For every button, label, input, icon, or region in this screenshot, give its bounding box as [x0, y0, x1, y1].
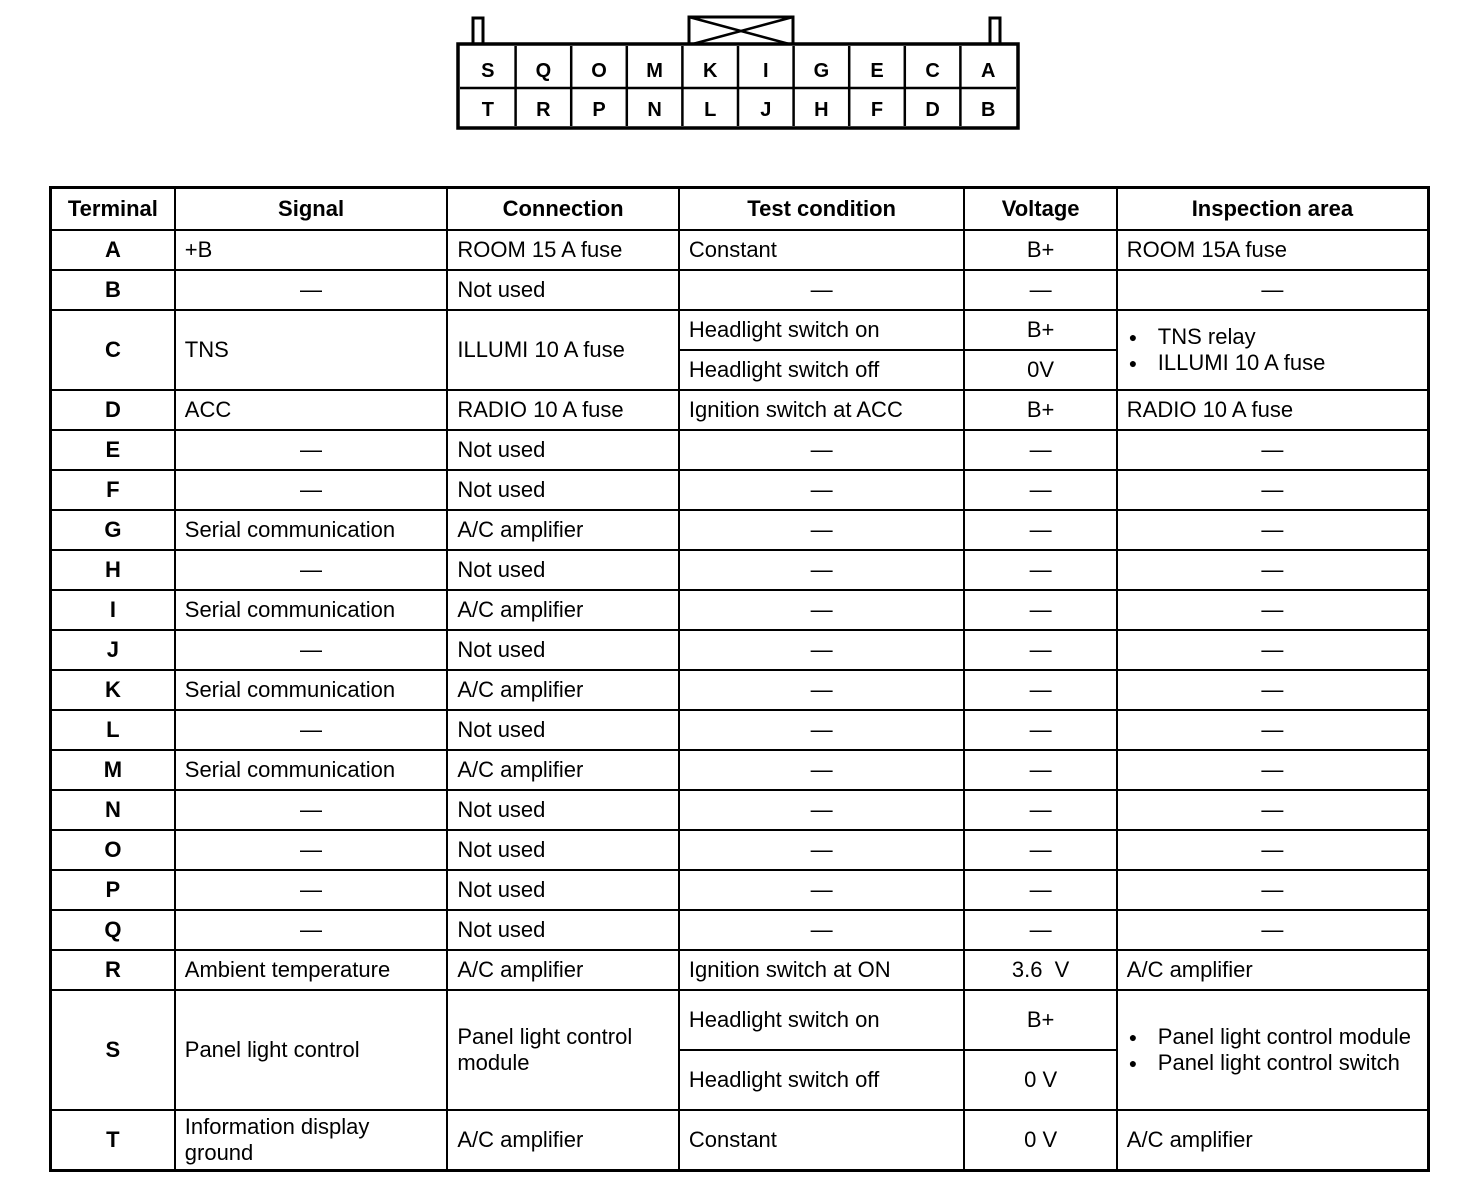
- inspection-bullet: ● TNS relay: [1127, 324, 1418, 350]
- voltage-cell: —: [964, 510, 1116, 550]
- voltage-cell: —: [964, 670, 1116, 710]
- terminal-cell: P: [51, 870, 175, 910]
- connection-cell: Not used: [447, 470, 679, 510]
- inspection-cell: —: [1117, 430, 1429, 470]
- terminal-cell: D: [51, 390, 175, 430]
- table-row: [51, 230, 1429, 270]
- table-row: [51, 310, 1429, 350]
- table-row: [51, 990, 1429, 1050]
- terminal-cell: B: [51, 270, 175, 310]
- connection-cell: Not used: [447, 630, 679, 670]
- voltage-cell: —: [964, 870, 1116, 910]
- table-row: [51, 790, 1429, 830]
- pin-label-L: L: [704, 99, 717, 121]
- pin-label-O: O: [591, 60, 607, 82]
- test-condition-cell: Ignition switch at ACC: [679, 390, 965, 430]
- header-test-condition: Test condition: [679, 188, 965, 231]
- test-condition-cell: —: [679, 830, 965, 870]
- signal-cell: —: [175, 550, 448, 590]
- signal-cell: Information display ground: [175, 1110, 448, 1171]
- terminal-cell: J: [51, 630, 175, 670]
- signal-cell: —: [175, 270, 448, 310]
- table-row: [51, 510, 1429, 550]
- voltage-cell: B+: [964, 990, 1116, 1050]
- table-row: [51, 950, 1429, 990]
- pin-label-G: G: [813, 60, 830, 82]
- table-row: [51, 870, 1429, 910]
- connection-cell: Not used: [447, 550, 679, 590]
- voltage-cell: —: [964, 910, 1116, 950]
- pin-label-A: A: [980, 60, 996, 82]
- table-row: [51, 550, 1429, 590]
- connection-cell: A/C amplifier: [447, 1110, 679, 1171]
- voltage-cell: —: [964, 550, 1116, 590]
- test-condition-cell: Headlight switch on: [679, 990, 965, 1050]
- pin-label-Q: Q: [535, 60, 552, 82]
- connection-cell: Not used: [447, 710, 679, 750]
- terminal-cell: C: [51, 310, 175, 390]
- test-condition-cell: Constant: [679, 230, 965, 270]
- test-condition-cell: —: [679, 750, 965, 790]
- inspection-cell: [1117, 310, 1429, 390]
- table-row: [51, 430, 1429, 470]
- connection-cell: Not used: [447, 830, 679, 870]
- signal-cell: +B: [175, 230, 448, 270]
- terminal-cell: R: [51, 950, 175, 990]
- inspection-cell: —: [1117, 630, 1429, 670]
- signal-cell: Serial communication: [175, 750, 448, 790]
- inspection-cell: ROOM 15A fuse: [1117, 230, 1429, 270]
- test-condition-cell: —: [679, 670, 965, 710]
- inspection-bullet: ● ILLUMI 10 A fuse: [1127, 350, 1418, 376]
- signal-cell: —: [175, 830, 448, 870]
- table-row: [51, 630, 1429, 670]
- connection-cell: A/C amplifier: [447, 950, 679, 990]
- pin-label-C: C: [925, 60, 940, 82]
- inspection-cell: —: [1117, 870, 1429, 910]
- pin-label-I: I: [763, 60, 769, 82]
- connection-cell: A/C amplifier: [447, 670, 679, 710]
- signal-cell: ACC: [175, 390, 448, 430]
- signal-cell: —: [175, 710, 448, 750]
- pin-label-K: K: [702, 60, 718, 82]
- table-row: [51, 830, 1429, 870]
- header-signal: Signal: [175, 188, 448, 231]
- pin-label-F: F: [870, 99, 884, 121]
- inspection-cell: —: [1117, 470, 1429, 510]
- voltage-cell: B+: [964, 390, 1116, 430]
- signal-cell: —: [175, 630, 448, 670]
- signal-cell: —: [175, 870, 448, 910]
- voltage-cell: —: [964, 590, 1116, 630]
- inspection-bullet: ● Panel light control switch: [1127, 1050, 1418, 1076]
- signal-cell: Panel light control: [175, 990, 448, 1110]
- test-condition-cell: Headlight switch off: [679, 1050, 965, 1110]
- connection-cell: A/C amplifier: [447, 590, 679, 630]
- connection-cell: Not used: [447, 430, 679, 470]
- pin-label-E: E: [870, 60, 884, 82]
- table-row: [51, 1110, 1429, 1171]
- pin-label-J: J: [760, 99, 772, 121]
- test-condition-cell: —: [679, 630, 965, 670]
- voltage-cell: 0 V: [964, 1110, 1116, 1171]
- pin-label-H: H: [814, 99, 829, 121]
- voltage-cell: —: [964, 750, 1116, 790]
- terminal-cell: H: [51, 550, 175, 590]
- header-terminal: Terminal: [51, 188, 175, 231]
- terminal-cell: F: [51, 470, 175, 510]
- inspection-cell: —: [1117, 750, 1429, 790]
- inspection-cell: —: [1117, 550, 1429, 590]
- signal-cell: Ambient temperature: [175, 950, 448, 990]
- test-condition-cell: —: [679, 790, 965, 830]
- connection-cell: A/C amplifier: [447, 750, 679, 790]
- test-condition-cell: Headlight switch off: [679, 350, 965, 390]
- inspection-cell: —: [1117, 830, 1429, 870]
- terminal-cell: O: [51, 830, 175, 870]
- voltage-cell: —: [964, 470, 1116, 510]
- voltage-cell: —: [964, 630, 1116, 670]
- connection-cell: Not used: [447, 870, 679, 910]
- terminal-cell: S: [51, 990, 175, 1110]
- pin-label-R: R: [536, 99, 551, 121]
- signal-cell: —: [175, 430, 448, 470]
- table-row: [51, 670, 1429, 710]
- signal-cell: Serial communication: [175, 590, 448, 630]
- header-connection: Connection: [447, 188, 679, 231]
- voltage-cell: B+: [964, 230, 1116, 270]
- connector-left-latch: [473, 18, 483, 44]
- inspection-cell: A/C amplifier: [1117, 1110, 1429, 1171]
- test-condition-cell: —: [679, 470, 965, 510]
- connection-cell: ILLUMI 10 A fuse: [447, 310, 679, 390]
- pin-label-T: T: [481, 99, 494, 121]
- inspection-cell: RADIO 10 A fuse: [1117, 390, 1429, 430]
- table-row: [51, 710, 1429, 750]
- inspection-cell: A/C amplifier: [1117, 950, 1429, 990]
- test-condition-cell: Constant: [679, 1110, 965, 1171]
- connector-diagram: [455, 14, 1021, 132]
- test-condition-cell: —: [679, 510, 965, 550]
- signal-cell: TNS: [175, 310, 448, 390]
- pin-label-M: M: [646, 60, 663, 82]
- voltage-cell: 3.6 V: [964, 950, 1116, 990]
- terminal-cell: E: [51, 430, 175, 470]
- table-row: [51, 590, 1429, 630]
- test-condition-cell: —: [679, 710, 965, 750]
- table-header-row: [51, 188, 1429, 231]
- table-row: [51, 910, 1429, 950]
- terminal-cell: Q: [51, 910, 175, 950]
- connection-cell: Panel light control module: [447, 990, 679, 1110]
- terminal-cell: A: [51, 230, 175, 270]
- connection-cell: A/C amplifier: [447, 510, 679, 550]
- test-condition-cell: —: [679, 910, 965, 950]
- voltage-cell: —: [964, 430, 1116, 470]
- signal-cell: —: [175, 910, 448, 950]
- inspection-cell: —: [1117, 910, 1429, 950]
- inspection-cell: [1117, 990, 1429, 1110]
- test-condition-cell: —: [679, 590, 965, 630]
- terminal-cell: L: [51, 710, 175, 750]
- pin-label-P: P: [592, 99, 606, 121]
- voltage-cell: B+: [964, 310, 1116, 350]
- voltage-cell: —: [964, 790, 1116, 830]
- pin-label-N: N: [647, 99, 662, 121]
- terminal-cell: K: [51, 670, 175, 710]
- inspection-cell: —: [1117, 670, 1429, 710]
- inspection-cell: —: [1117, 790, 1429, 830]
- inspection-cell: —: [1117, 510, 1429, 550]
- voltage-cell: 0 V: [964, 1050, 1116, 1110]
- table-row: [51, 270, 1429, 310]
- terminal-table: [49, 186, 1430, 1172]
- voltage-cell: 0V: [964, 350, 1116, 390]
- voltage-cell: —: [964, 830, 1116, 870]
- voltage-cell: —: [964, 270, 1116, 310]
- pin-label-D: D: [925, 99, 940, 121]
- test-condition-cell: —: [679, 550, 965, 590]
- header-inspection-area: Inspection area: [1117, 188, 1429, 231]
- test-condition-cell: Ignition switch at ON: [679, 950, 965, 990]
- pin-label-B: B: [980, 99, 996, 121]
- connection-cell: ROOM 15 A fuse: [447, 230, 679, 270]
- header-voltage: Voltage: [964, 188, 1116, 231]
- connection-cell: Not used: [447, 270, 679, 310]
- connection-cell: Not used: [447, 790, 679, 830]
- table-row: [51, 390, 1429, 430]
- test-condition-cell: —: [679, 870, 965, 910]
- voltage-cell: —: [964, 710, 1116, 750]
- connector-key: [689, 17, 793, 45]
- connection-cell: Not used: [447, 910, 679, 950]
- signal-cell: Serial communication: [175, 510, 448, 550]
- inspection-cell: —: [1117, 590, 1429, 630]
- test-condition-cell: —: [679, 270, 965, 310]
- terminal-cell: I: [51, 590, 175, 630]
- signal-cell: Serial communication: [175, 670, 448, 710]
- connection-cell: RADIO 10 A fuse: [447, 390, 679, 430]
- test-condition-cell: Headlight switch on: [679, 310, 965, 350]
- inspection-cell: —: [1117, 710, 1429, 750]
- inspection-bullet: ● Panel light control module: [1127, 1024, 1418, 1050]
- signal-cell: —: [175, 790, 448, 830]
- table-row: [51, 470, 1429, 510]
- pin-label-S: S: [481, 60, 495, 82]
- connector-right-latch: [990, 18, 1000, 44]
- terminal-cell: T: [51, 1110, 175, 1171]
- terminal-cell: G: [51, 510, 175, 550]
- inspection-cell: —: [1117, 270, 1429, 310]
- terminal-cell: M: [51, 750, 175, 790]
- signal-cell: —: [175, 470, 448, 510]
- terminal-cell: N: [51, 790, 175, 830]
- table-row: [51, 750, 1429, 790]
- test-condition-cell: —: [679, 430, 965, 470]
